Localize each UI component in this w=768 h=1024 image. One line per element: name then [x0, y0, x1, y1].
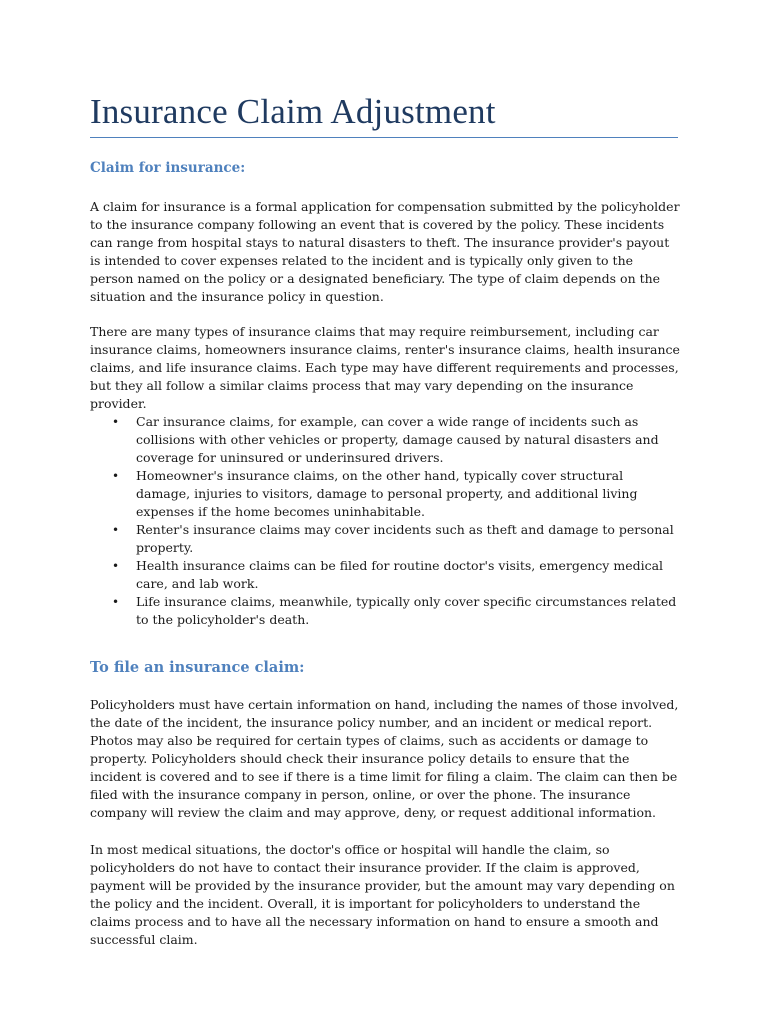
- list-item-text: Health insurance claims can be filed for routine doctor's visits, emergency medical care, and lab work.: [136, 558, 664, 591]
- list-item: [90, 413, 680, 467]
- bullet-icon: •: [112, 415, 120, 429]
- bullet-icon: •: [112, 523, 120, 537]
- paragraph-medical-situations: In most medical situations, the doctor's office or hospital will handle the claim, so policyholders do not have to contact their insurance provider. If the claim is approved, payment will be provided by the insurance provider, but the amount may vary depending on the policy and the incident. Overall, it is important for policyholders to understand the claims process and to have all the necessary information on hand to ensure a smooth and successful claim.: [90, 842, 675, 947]
- paragraph-claim-types: There are many types of insurance claims that may require reimbursement, including car insurance claims, homeowners insurance claims, renter's insurance claims, health insurance claims, and life insurance claims. Each type may have different requirements and processes, but they all follow a similar claims process that may vary depending on the insurance provider.: [90, 324, 680, 411]
- bullet-icon: •: [112, 559, 120, 573]
- section-heading-claim: Claim for insurance:: [90, 160, 246, 176]
- paragraph-claim-definition: A claim for insurance is a formal application for compensation submitted by the policyholder to the insurance company following an event that is covered by the policy. These incidents can range from hospital stays to natural disasters to theft. The insurance provider's payout is intended to cover expenses related to the incident and is typically only given to the person named on the policy or a designated beneficiary. The type of claim depends on the situation and the insurance policy in question.: [90, 199, 680, 304]
- list-item-text: Renter's insurance claims may cover incidents such as theft and damage to personal property.: [136, 522, 674, 555]
- list-item: [90, 593, 680, 629]
- list-item: [90, 557, 680, 593]
- claim-types-list: [90, 413, 680, 629]
- bullet-icon: •: [112, 469, 120, 483]
- paragraph-filing-info: Policyholders must have certain information on hand, including the names of those involved, the date of the incident, the insurance policy number, and an incident or medical report. Photos may also be required for certain types of claims, such as accidents or damage to property. Policyholders should check their insurance policy details to ensure that the incident is covered and to see if there is a time limit for filing a claim. The claim can then be filed with the insurance company in person, online, or over the phone. The insurance company will review the claim and may approve, deny, or request additional information.: [90, 697, 679, 820]
- list-item: [90, 521, 680, 557]
- page-title: Insurance Claim Adjustment: [90, 92, 496, 131]
- list-item-text: Homeowner's insurance claims, on the other hand, typically cover structural damage, injuries to visitors, damage to personal property, and additional living expenses if the home becomes uninhabitable.: [136, 468, 638, 519]
- list-item-text: Life insurance claims, meanwhile, typically only cover specific circumstances related to the policyholder's death.: [136, 594, 677, 627]
- bullet-icon: •: [112, 595, 120, 609]
- title-underline: [90, 137, 678, 138]
- list-item: [90, 467, 680, 521]
- section-heading-file-claim: To file an insurance claim:: [90, 659, 305, 676]
- list-item-text: Car insurance claims, for example, can cover a wide range of incidents such as collisions with other vehicles or property, damage caused by natural disasters and coverage for uninsured or underinsured drivers.: [136, 414, 659, 465]
